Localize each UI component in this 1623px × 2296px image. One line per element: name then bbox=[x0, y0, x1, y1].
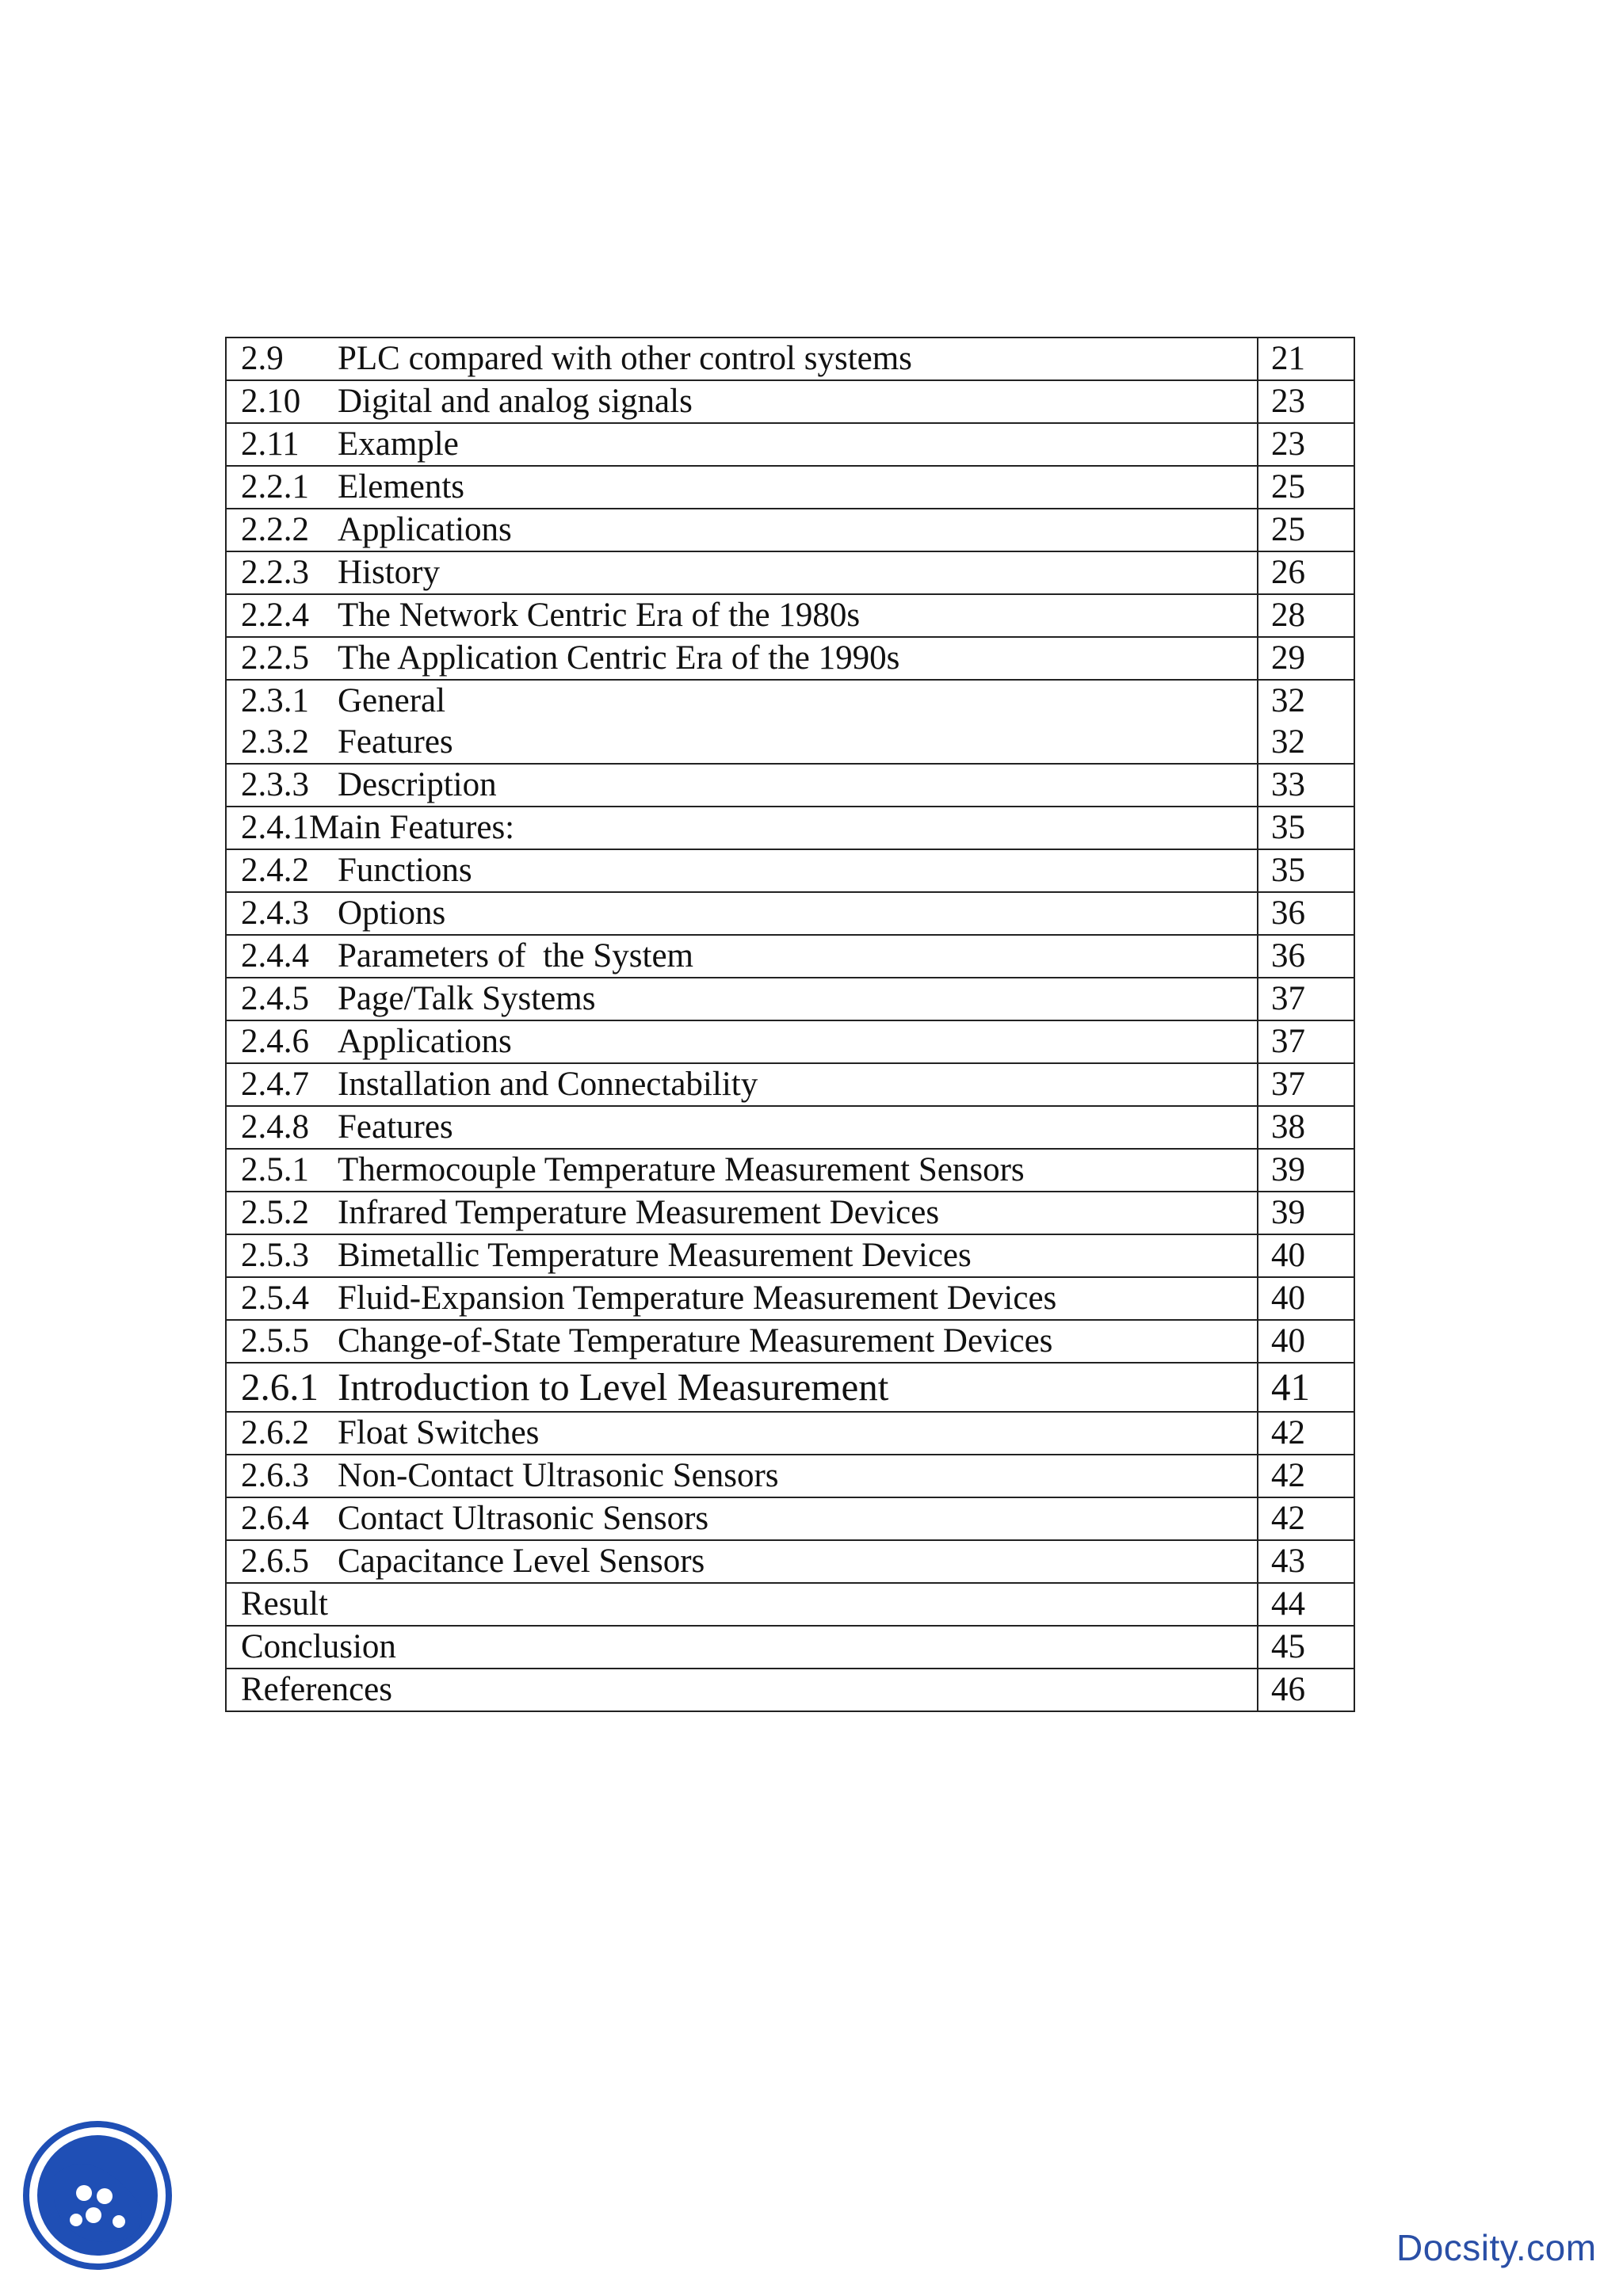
toc-row bbox=[226, 338, 1354, 380]
toc-entry-cell bbox=[226, 594, 1258, 637]
toc-entry-cell bbox=[226, 807, 1258, 849]
toc-section-number: 2.5.3 bbox=[241, 1237, 309, 1274]
toc-page-number: 35 bbox=[1258, 807, 1354, 849]
toc-section-number: 2.5.1 bbox=[241, 1151, 309, 1188]
toc-section-title: Main Features: bbox=[309, 809, 515, 846]
toc-section-number: 2.4.4 bbox=[241, 937, 309, 974]
toc-row bbox=[226, 1583, 1354, 1626]
toc-page-number: 26 bbox=[1258, 551, 1354, 594]
toc-page-number: 23 bbox=[1258, 380, 1354, 423]
toc-section-number: 2.11 bbox=[241, 425, 300, 463]
toc-section-number: 2.4.7 bbox=[241, 1066, 309, 1103]
toc-page-number: 39 bbox=[1258, 1192, 1354, 1234]
toc-row bbox=[226, 551, 1354, 594]
toc-section-number: 2.6.4 bbox=[241, 1500, 309, 1537]
toc-entry-cell bbox=[226, 509, 1258, 551]
toc-section-number: 2.3.3 bbox=[241, 766, 309, 803]
toc-entry-cell bbox=[226, 680, 1258, 722]
toc-section-number: 2.4.2 bbox=[241, 852, 309, 889]
toc-section-title: Example bbox=[338, 425, 459, 463]
toc-row bbox=[226, 1106, 1354, 1149]
toc-entry-cell bbox=[226, 892, 1258, 935]
toc-section-title: Parameters of the System bbox=[338, 937, 694, 974]
toc-section-number: 2.2.3 bbox=[241, 554, 309, 591]
toc-entry-cell bbox=[226, 849, 1258, 892]
toc-entry-cell bbox=[226, 1020, 1258, 1063]
toc-row bbox=[226, 1192, 1354, 1234]
docsity-brand-text[interactable]: Docsity.com bbox=[1396, 2227, 1597, 2268]
toc-section-title: Conclusion bbox=[241, 1628, 396, 1665]
toc-entry-cell bbox=[226, 1149, 1258, 1192]
toc-section-title: The Network Centric Era of the 1980s bbox=[338, 597, 861, 634]
toc-row bbox=[226, 466, 1354, 509]
toc-entry-cell bbox=[226, 551, 1258, 594]
toc-section-number: 2.6.1 bbox=[241, 1365, 319, 1409]
toc-row bbox=[226, 1277, 1354, 1320]
toc-row bbox=[226, 1412, 1354, 1455]
toc-section-number: 2.4.6 bbox=[241, 1023, 309, 1060]
toc-entry-cell bbox=[226, 1583, 1258, 1626]
toc-entry-cell bbox=[226, 935, 1258, 978]
toc-row bbox=[226, 1455, 1354, 1497]
toc-section-number: 2.4.8 bbox=[241, 1108, 309, 1146]
toc-page-number: 43 bbox=[1258, 1540, 1354, 1583]
toc-section-title: The Application Centric Era of the 1990s bbox=[338, 639, 900, 677]
toc-section-number: 2.4.5 bbox=[241, 980, 309, 1017]
toc-section-title: Non-Contact Ultrasonic Sensors bbox=[338, 1457, 779, 1494]
toc-page-number: 36 bbox=[1258, 935, 1354, 978]
toc-section-number: 2.3.1 bbox=[241, 682, 309, 719]
toc-section-title: Thermocouple Temperature Measurement Sensors bbox=[338, 1151, 1025, 1188]
toc-row bbox=[226, 849, 1354, 892]
toc-body bbox=[226, 338, 1354, 1711]
toc-section-title: Options bbox=[338, 894, 446, 932]
toc-entry-cell bbox=[226, 338, 1258, 380]
toc-row bbox=[226, 680, 1354, 722]
toc-row bbox=[226, 807, 1354, 849]
toc-entry-cell bbox=[226, 978, 1258, 1020]
toc-page-number: 37 bbox=[1258, 978, 1354, 1020]
toc-page-number: 37 bbox=[1258, 1020, 1354, 1063]
toc-page-number: 38 bbox=[1258, 1106, 1354, 1149]
toc-section-title: Applications bbox=[338, 1023, 512, 1060]
docsity-logo bbox=[22, 2120, 173, 2271]
toc-section-title: General bbox=[338, 682, 446, 719]
toc-entry-cell bbox=[226, 1626, 1258, 1669]
toc-section-number: 2.9 bbox=[241, 340, 284, 377]
docsity-logo-icon bbox=[22, 2120, 173, 2271]
toc-row bbox=[226, 423, 1354, 466]
toc-row bbox=[226, 1363, 1354, 1412]
toc-entry-cell bbox=[226, 764, 1258, 807]
toc-section-number: 2.4.1 bbox=[241, 809, 309, 846]
toc-page-number: 41 bbox=[1258, 1363, 1354, 1412]
toc-row bbox=[226, 509, 1354, 551]
toc-row bbox=[226, 892, 1354, 935]
toc-row bbox=[226, 1149, 1354, 1192]
toc-entry-cell bbox=[226, 637, 1258, 680]
toc-row bbox=[226, 1320, 1354, 1363]
toc-entry-cell bbox=[226, 1455, 1258, 1497]
toc-page-number: 46 bbox=[1258, 1669, 1354, 1711]
toc-entry-cell bbox=[226, 1497, 1258, 1540]
toc-section-title: Contact Ultrasonic Sensors bbox=[338, 1500, 709, 1537]
toc-row bbox=[226, 1669, 1354, 1711]
toc-page-number: 32 bbox=[1258, 680, 1354, 722]
toc-row bbox=[226, 1626, 1354, 1669]
toc-page-number: 25 bbox=[1258, 509, 1354, 551]
toc-section-title: Result bbox=[241, 1585, 328, 1623]
toc-page-number: 35 bbox=[1258, 849, 1354, 892]
toc-page-number: 21 bbox=[1258, 338, 1354, 380]
toc-section-number: 2.2.4 bbox=[241, 597, 309, 634]
toc-page-number: 40 bbox=[1258, 1320, 1354, 1363]
toc-section-number: 2.10 bbox=[241, 383, 301, 420]
toc-entry-cell bbox=[226, 1412, 1258, 1455]
toc-section-number: 2.2.2 bbox=[241, 511, 309, 548]
toc-row bbox=[226, 1497, 1354, 1540]
toc-page-number: 42 bbox=[1258, 1412, 1354, 1455]
toc-row bbox=[226, 1020, 1354, 1063]
toc-section-title: Infrared Temperature Measurement Devices bbox=[338, 1194, 940, 1231]
toc-row bbox=[226, 978, 1354, 1020]
toc-entry-cell bbox=[226, 1277, 1258, 1320]
toc-row bbox=[226, 594, 1354, 637]
toc-entry-cell bbox=[226, 722, 1258, 764]
toc-section-title: References bbox=[241, 1671, 392, 1708]
toc-entry-cell bbox=[226, 380, 1258, 423]
toc-entry-cell bbox=[226, 1363, 1258, 1412]
toc-section-title: Applications bbox=[338, 511, 512, 548]
toc-page-number: 40 bbox=[1258, 1234, 1354, 1277]
toc-entry-cell bbox=[226, 1540, 1258, 1583]
toc-section-number: 2.6.3 bbox=[241, 1457, 309, 1494]
toc-row bbox=[226, 637, 1354, 680]
toc-page-number: 40 bbox=[1258, 1277, 1354, 1320]
toc-page-number: 42 bbox=[1258, 1455, 1354, 1497]
toc-section-title: Float Switches bbox=[338, 1414, 540, 1451]
toc-page-number: 36 bbox=[1258, 892, 1354, 935]
toc-section-number: 2.3.2 bbox=[241, 723, 309, 761]
toc-section-number: 2.5.4 bbox=[241, 1280, 309, 1317]
toc-page-number: 39 bbox=[1258, 1149, 1354, 1192]
toc-page-number: 25 bbox=[1258, 466, 1354, 509]
toc-entry-cell bbox=[226, 1234, 1258, 1277]
toc-page-number: 33 bbox=[1258, 764, 1354, 807]
toc-entry-cell bbox=[226, 1320, 1258, 1363]
toc-entry-cell bbox=[226, 1669, 1258, 1711]
toc-row bbox=[226, 764, 1354, 807]
toc-section-number: 2.2.5 bbox=[241, 639, 309, 677]
toc-section-title: Digital and analog signals bbox=[338, 383, 693, 420]
toc-row bbox=[226, 935, 1354, 978]
toc-section-number: 2.5.5 bbox=[241, 1322, 309, 1360]
toc-section-title: Bimetallic Temperature Measurement Devices bbox=[338, 1237, 972, 1274]
toc-section-title: Fluid-Expansion Temperature Measurement Devices bbox=[338, 1280, 1057, 1317]
toc-row bbox=[226, 1234, 1354, 1277]
toc-row bbox=[226, 380, 1354, 423]
toc-section-title: Features bbox=[338, 1108, 453, 1146]
toc-section-title: Features bbox=[338, 723, 453, 761]
toc-section-number: 2.4.3 bbox=[241, 894, 309, 932]
toc-entry-cell bbox=[226, 466, 1258, 509]
toc-section-number: 2.6.5 bbox=[241, 1543, 309, 1580]
toc-section-title: Capacitance Level Sensors bbox=[338, 1543, 705, 1580]
toc-section-title: Introduction to Level Measurement bbox=[338, 1365, 889, 1409]
toc-section-title: History bbox=[338, 554, 440, 591]
toc-section-title: Page/Talk Systems bbox=[338, 980, 596, 1017]
toc-section-title: Description bbox=[338, 766, 497, 803]
toc-row bbox=[226, 722, 1354, 764]
toc-section-title: Elements bbox=[338, 468, 465, 505]
toc-section-number: 2.2.1 bbox=[241, 468, 309, 505]
toc-section-title: Functions bbox=[338, 852, 472, 889]
toc-row bbox=[226, 1540, 1354, 1583]
toc-table bbox=[225, 337, 1355, 1712]
toc-page-number: 37 bbox=[1258, 1063, 1354, 1106]
toc-entry-cell bbox=[226, 423, 1258, 466]
toc-section-number: 2.6.2 bbox=[241, 1414, 309, 1451]
toc-page-number: 42 bbox=[1258, 1497, 1354, 1540]
toc-page-number: 23 bbox=[1258, 423, 1354, 466]
toc-page-number: 29 bbox=[1258, 637, 1354, 680]
toc-section-title: Installation and Connectability bbox=[338, 1066, 758, 1103]
toc-section-number: 2.5.2 bbox=[241, 1194, 309, 1231]
toc-page-number: 28 bbox=[1258, 594, 1354, 637]
toc-section-title: PLC compared with other control systems bbox=[338, 340, 912, 377]
toc-section-title: Change-of-State Temperature Measurement Devices bbox=[338, 1322, 1053, 1360]
toc-entry-cell bbox=[226, 1106, 1258, 1149]
toc-entry-cell bbox=[226, 1192, 1258, 1234]
toc-page-number: 32 bbox=[1258, 722, 1354, 764]
toc-entry-cell bbox=[226, 1063, 1258, 1106]
toc-page-number: 45 bbox=[1258, 1626, 1354, 1669]
toc-page-number: 44 bbox=[1258, 1583, 1354, 1626]
toc-row bbox=[226, 1063, 1354, 1106]
